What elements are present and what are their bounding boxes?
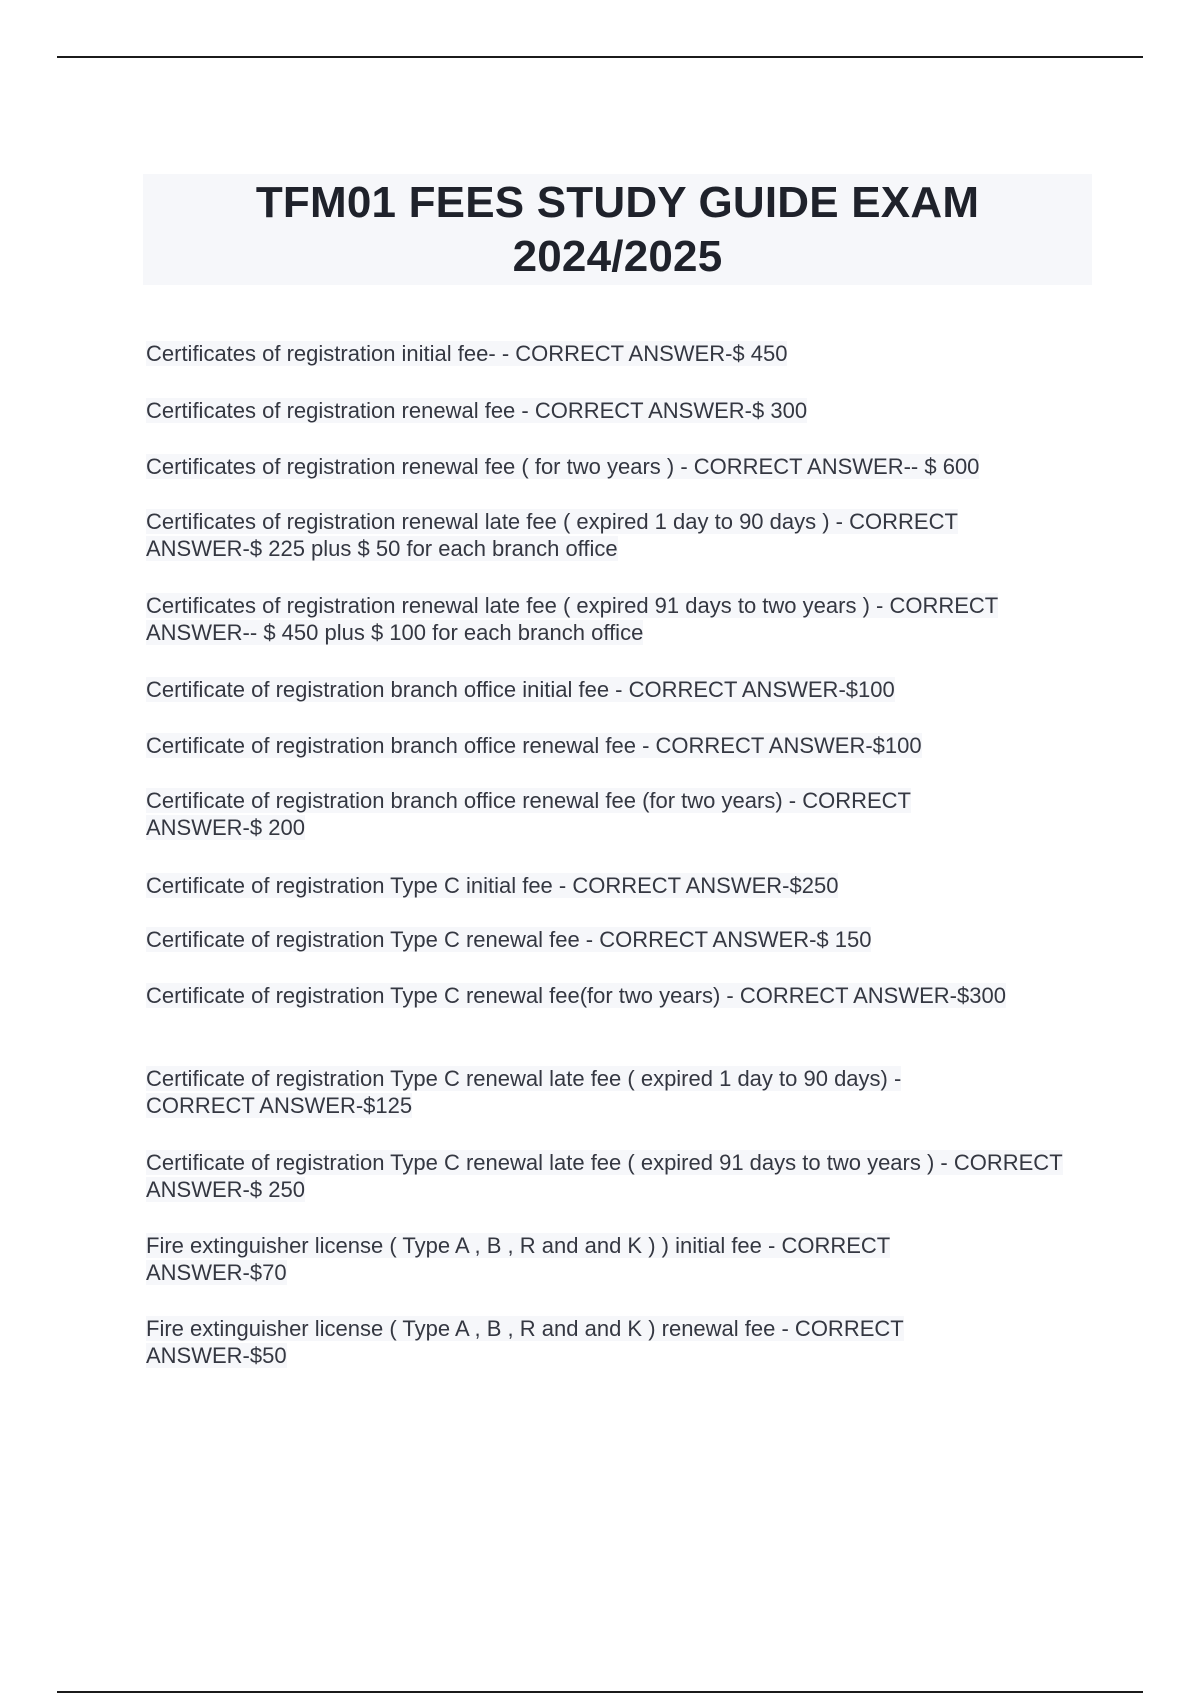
title-line-2: 2024/2025 [512, 231, 723, 281]
top-divider [57, 56, 1143, 58]
qa-item: Certificates of registration renewal late fee ( expired 1 day to 90 days ) - CORRECT ANSWER-$ 225 plus $ 50 for each branch office [146, 509, 958, 561]
qa-item: Certificate of registration Type C renewal fee(for two years) - CORRECT ANSWER-$300 [146, 983, 1006, 1008]
qa-item: Certificates of registration renewal fee ( for two years ) - CORRECT ANSWER-- $ 600 [146, 454, 980, 479]
qa-item: Certificates of registration renewal fee - CORRECT ANSWER-$ 300 [146, 398, 808, 423]
qa-item: Certificate of registration branch office renewal fee - CORRECT ANSWER-$100 [146, 733, 922, 758]
qa-item: Fire extinguisher license ( Type A , B , R and and K ) ) initial fee - CORRECT ANSWER-$70 [146, 1233, 891, 1285]
title-line-1: TFM01 FEES STUDY GUIDE EXAM [255, 177, 980, 227]
qa-item: Certificate of registration Type C renewal fee - CORRECT ANSWER-$ 150 [146, 927, 872, 952]
qa-item: Fire extinguisher license ( Type A , B , R and and K ) renewal fee - CORRECT ANSWER-$50 [146, 1316, 904, 1368]
qa-item: Certificate of registration Type C initial fee - CORRECT ANSWER-$250 [146, 873, 839, 898]
qa-item: Certificates of registration initial fee- - CORRECT ANSWER-$ 450 [146, 341, 788, 366]
qa-item: Certificate of registration branch office renewal fee (for two years) - CORRECT ANSWER-$ 200 [146, 788, 911, 840]
qa-item: Certificate of registration Type C renewal late fee ( expired 1 day to 90 days) - CORRECT ANSWER-$125 [146, 1066, 902, 1118]
qa-item: Certificate of registration Type C renewal late fee ( expired 91 days to two years ) - CORRECT ANSWER-$ 250 [146, 1150, 1063, 1202]
qa-item: Certificates of registration renewal late fee ( expired 91 days to two years ) - CORRECT ANSWER-- $ 450 plus $ 100 for each branch office [146, 593, 999, 645]
qa-item: Certificate of registration branch office initial fee - CORRECT ANSWER-$100 [146, 677, 895, 702]
bottom-divider [57, 1691, 1143, 1693]
document-title [143, 174, 1092, 285]
